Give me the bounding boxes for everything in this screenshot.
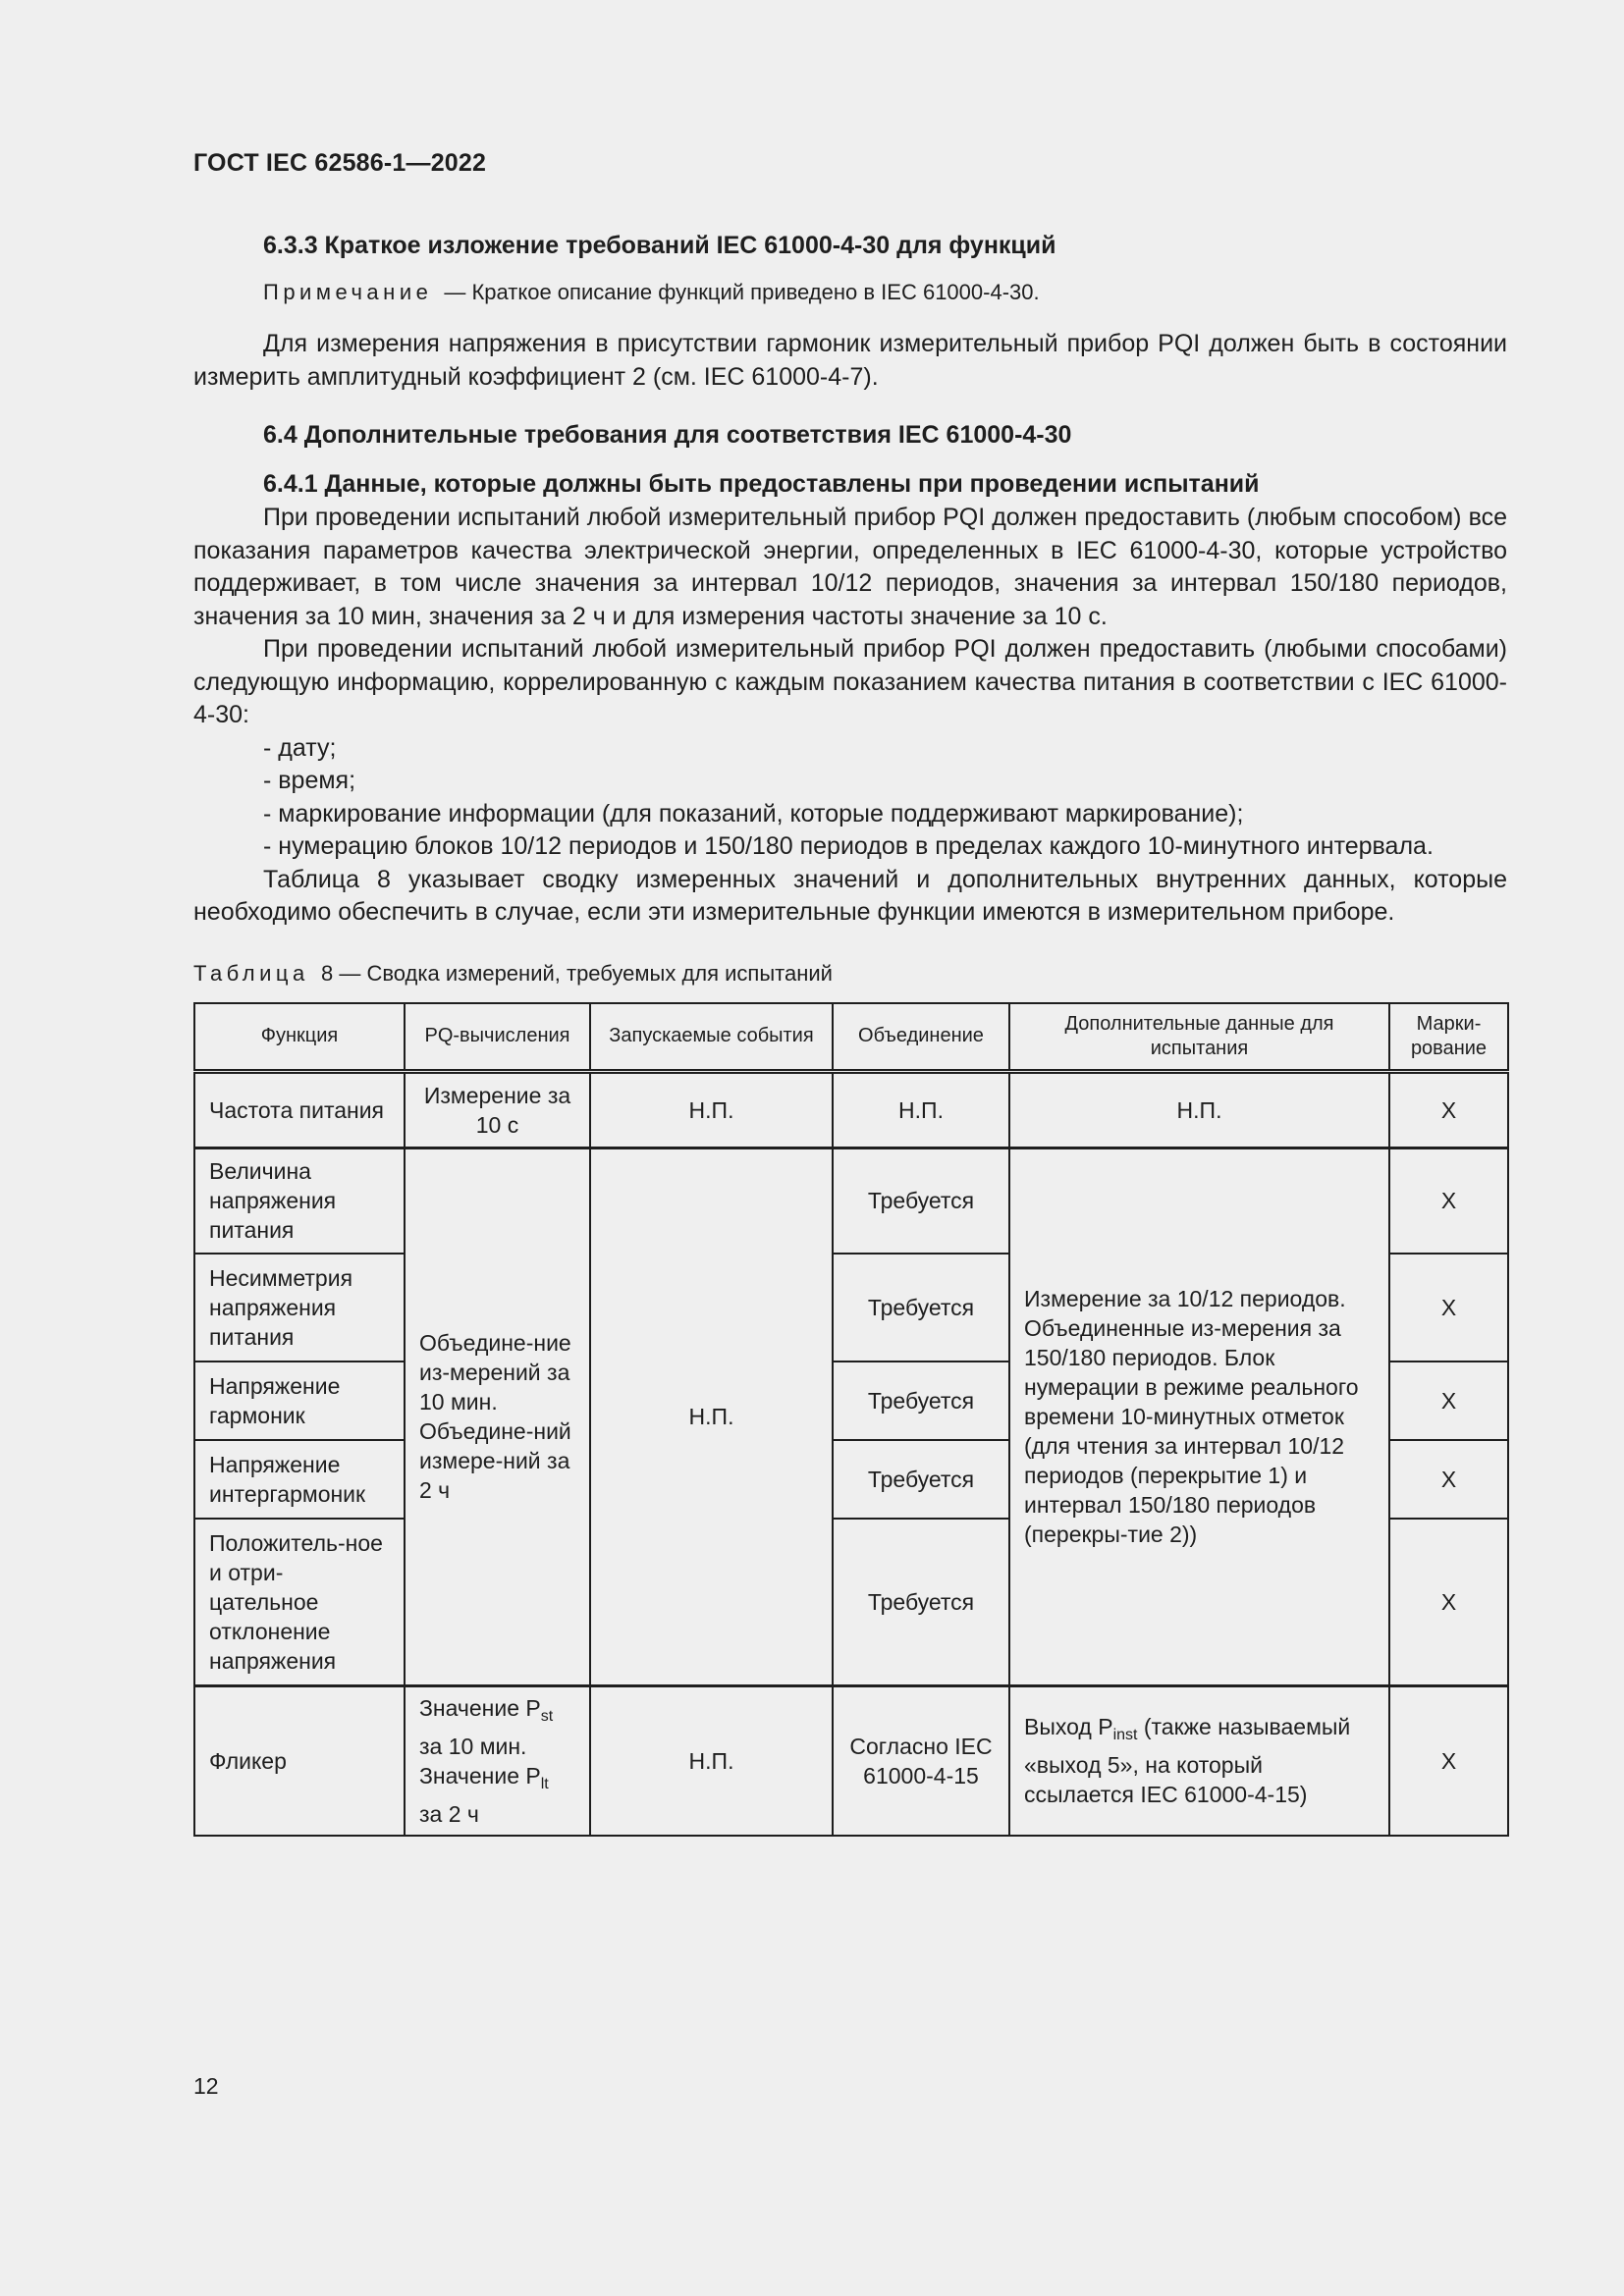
cell-additional: Н.П. bbox=[1009, 1071, 1389, 1148]
cell-pq: Измерение за 10 с bbox=[405, 1071, 590, 1148]
cell-events-group: Н.П. bbox=[590, 1148, 833, 1685]
cell-pq bbox=[405, 1685, 590, 1836]
table-row bbox=[194, 1148, 1508, 1254]
flicker-plt-label: Значение P bbox=[419, 1762, 541, 1789]
table-caption-text: 8 — Сводка измерений, требуемых для испытаний bbox=[321, 960, 833, 986]
measurements-table bbox=[193, 1002, 1509, 1837]
cell-events: Н.П. bbox=[590, 1685, 833, 1836]
flicker-plt-sub: lt bbox=[540, 1775, 549, 1792]
note-label: Примечание bbox=[263, 280, 433, 304]
header-marking: Марки-рование bbox=[1389, 1003, 1508, 1072]
cell-additional bbox=[1009, 1685, 1389, 1836]
cell-function: Несимметрия напряжения питания bbox=[194, 1254, 405, 1362]
list-item: - нумерацию блоков 10/12 периодов и 150/180 периодов в пределах каждого 10-минутного интервала. bbox=[263, 832, 1434, 860]
paragraph-crest-factor: Для измерения напряжения в присутствии гармоник измерительный прибор PQI должен быть в состоянии измерить амплитудный коэффициент 2 (см. IEC 61000-4-7). bbox=[193, 330, 1507, 391]
header-additional: Дополнительные данные для испытания bbox=[1009, 1003, 1389, 1072]
cell-marking: X bbox=[1389, 1685, 1508, 1836]
table-header-row bbox=[194, 1003, 1508, 1072]
header-events: Запускаемые события bbox=[590, 1003, 833, 1072]
cell-aggregation: Н.П. bbox=[833, 1071, 1009, 1148]
cell-marking: X bbox=[1389, 1362, 1508, 1440]
cell-function: Фликер bbox=[194, 1685, 405, 1836]
cell-function: Напряжение гармоник bbox=[194, 1362, 405, 1440]
table-caption-label: Таблица bbox=[193, 960, 309, 986]
flicker-plt-interval: за 2 ч bbox=[419, 1800, 479, 1827]
table-caption bbox=[193, 959, 1507, 988]
cell-events: Н.П. bbox=[590, 1071, 833, 1148]
table-row-frequency bbox=[194, 1071, 1508, 1148]
page-number: 12 bbox=[193, 2073, 219, 2099]
flicker-pst-interval: за 10 мин. bbox=[419, 1733, 527, 1759]
flicker-pst-label: Значение P bbox=[419, 1694, 541, 1721]
running-title: ГОСТ IEC 62586-1—2022 bbox=[193, 149, 487, 177]
flicker-pinst-text: (также называемый «выход 5», на который ссылается IEC 61000-4-15) bbox=[1024, 1714, 1351, 1807]
section-6-3-3-title: 6.3.3 Краткое изложение требований IEC 61000-4-30 для функций bbox=[263, 232, 1056, 259]
note-text: — Краткое описание функций приведено в IEC 61000-4-30. bbox=[444, 280, 1040, 304]
flicker-pinst-sub: inst bbox=[1112, 1727, 1138, 1743]
cell-aggregation: Согласно IEC 61000-4-15 bbox=[833, 1685, 1009, 1836]
header-pq-calc: PQ-вычисления bbox=[405, 1003, 590, 1072]
cell-aggregation: Требуется bbox=[833, 1440, 1009, 1519]
cell-pq-group: Объедине-ние из-мерений за 10 мин. Объедине-ний измере-ний за 2 ч bbox=[405, 1148, 590, 1685]
cell-aggregation: Требуется bbox=[833, 1148, 1009, 1254]
paragraph-table-intro: Таблица 8 указывает сводку измеренных значений и дополнительных внутренних данных, которые необходимо обеспечить в случае, если эти измерительные функции имеются в измерительном приборе. bbox=[193, 865, 1507, 926]
header-aggregation: Объединение bbox=[833, 1003, 1009, 1072]
note bbox=[263, 277, 1507, 308]
flicker-pst-sub: st bbox=[540, 1707, 554, 1725]
cell-marking: X bbox=[1389, 1440, 1508, 1519]
cell-marking: X bbox=[1389, 1519, 1508, 1685]
paragraph-correlated-info: При проведении испытаний любой измерительный прибор PQI должен предоставить (любыми способами) следующую информацию, коррелированную с каждым показанием качества питания в соответствии с IEC 61000-4-30: bbox=[193, 635, 1507, 728]
section-6-4-title: 6.4 Дополнительные требования для соответствия IEC 61000-4-30 bbox=[263, 421, 1072, 449]
list-item: - время; bbox=[263, 767, 356, 794]
list-item: - дату; bbox=[263, 733, 337, 762]
flicker-pinst-label: Выход P bbox=[1024, 1714, 1113, 1739]
section-6-4-1-title: 6.4.1 Данные, которые должны быть предоставлены при проведении испытаний bbox=[263, 470, 1260, 498]
cell-function: Положитель-ное и отри-цательное отклонение напряжения bbox=[194, 1519, 405, 1685]
cell-marking: X bbox=[1389, 1148, 1508, 1254]
cell-marking: X bbox=[1389, 1254, 1508, 1362]
cell-function: Напряжение интергармоник bbox=[194, 1440, 405, 1519]
header-function: Функция bbox=[194, 1003, 405, 1072]
table-row-flicker bbox=[194, 1685, 1508, 1836]
cell-function: Частота питания bbox=[194, 1071, 405, 1148]
paragraph-test-data: При проведении испытаний любой измерительный прибор PQI должен предоставить (любым способом) все показания параметров качества электрической энергии, определенных в IEC 61000-4-30, которые устройство поддерживает, в том числе значения за интервал 10/12 периодов, значения за интервал 150/180 периодов, значения за 10 мин, значения за 2 ч и для измерения частоты значение за 10 с. bbox=[193, 504, 1507, 630]
cell-aggregation: Требуется bbox=[833, 1254, 1009, 1362]
cell-additional-group: Измерение за 10/12 периодов. Объединенные из-мерения за 150/180 периодов. Блок нумерации в режиме реального времени 10-минутных отметок (для чтения за интервал 10/12 периодов (перекрытие 1) и интервал 150/180 периодов (перекры-тие 2)) bbox=[1009, 1148, 1389, 1685]
page-content bbox=[193, 228, 1507, 1837]
cell-aggregation: Требуется bbox=[833, 1519, 1009, 1685]
cell-marking: X bbox=[1389, 1071, 1508, 1148]
list-item: - маркирование информации (для показаний, которые поддерживают маркирование); bbox=[263, 799, 1244, 828]
cell-aggregation: Требуется bbox=[833, 1362, 1009, 1440]
cell-function: Величина напряжения питания bbox=[194, 1148, 405, 1254]
